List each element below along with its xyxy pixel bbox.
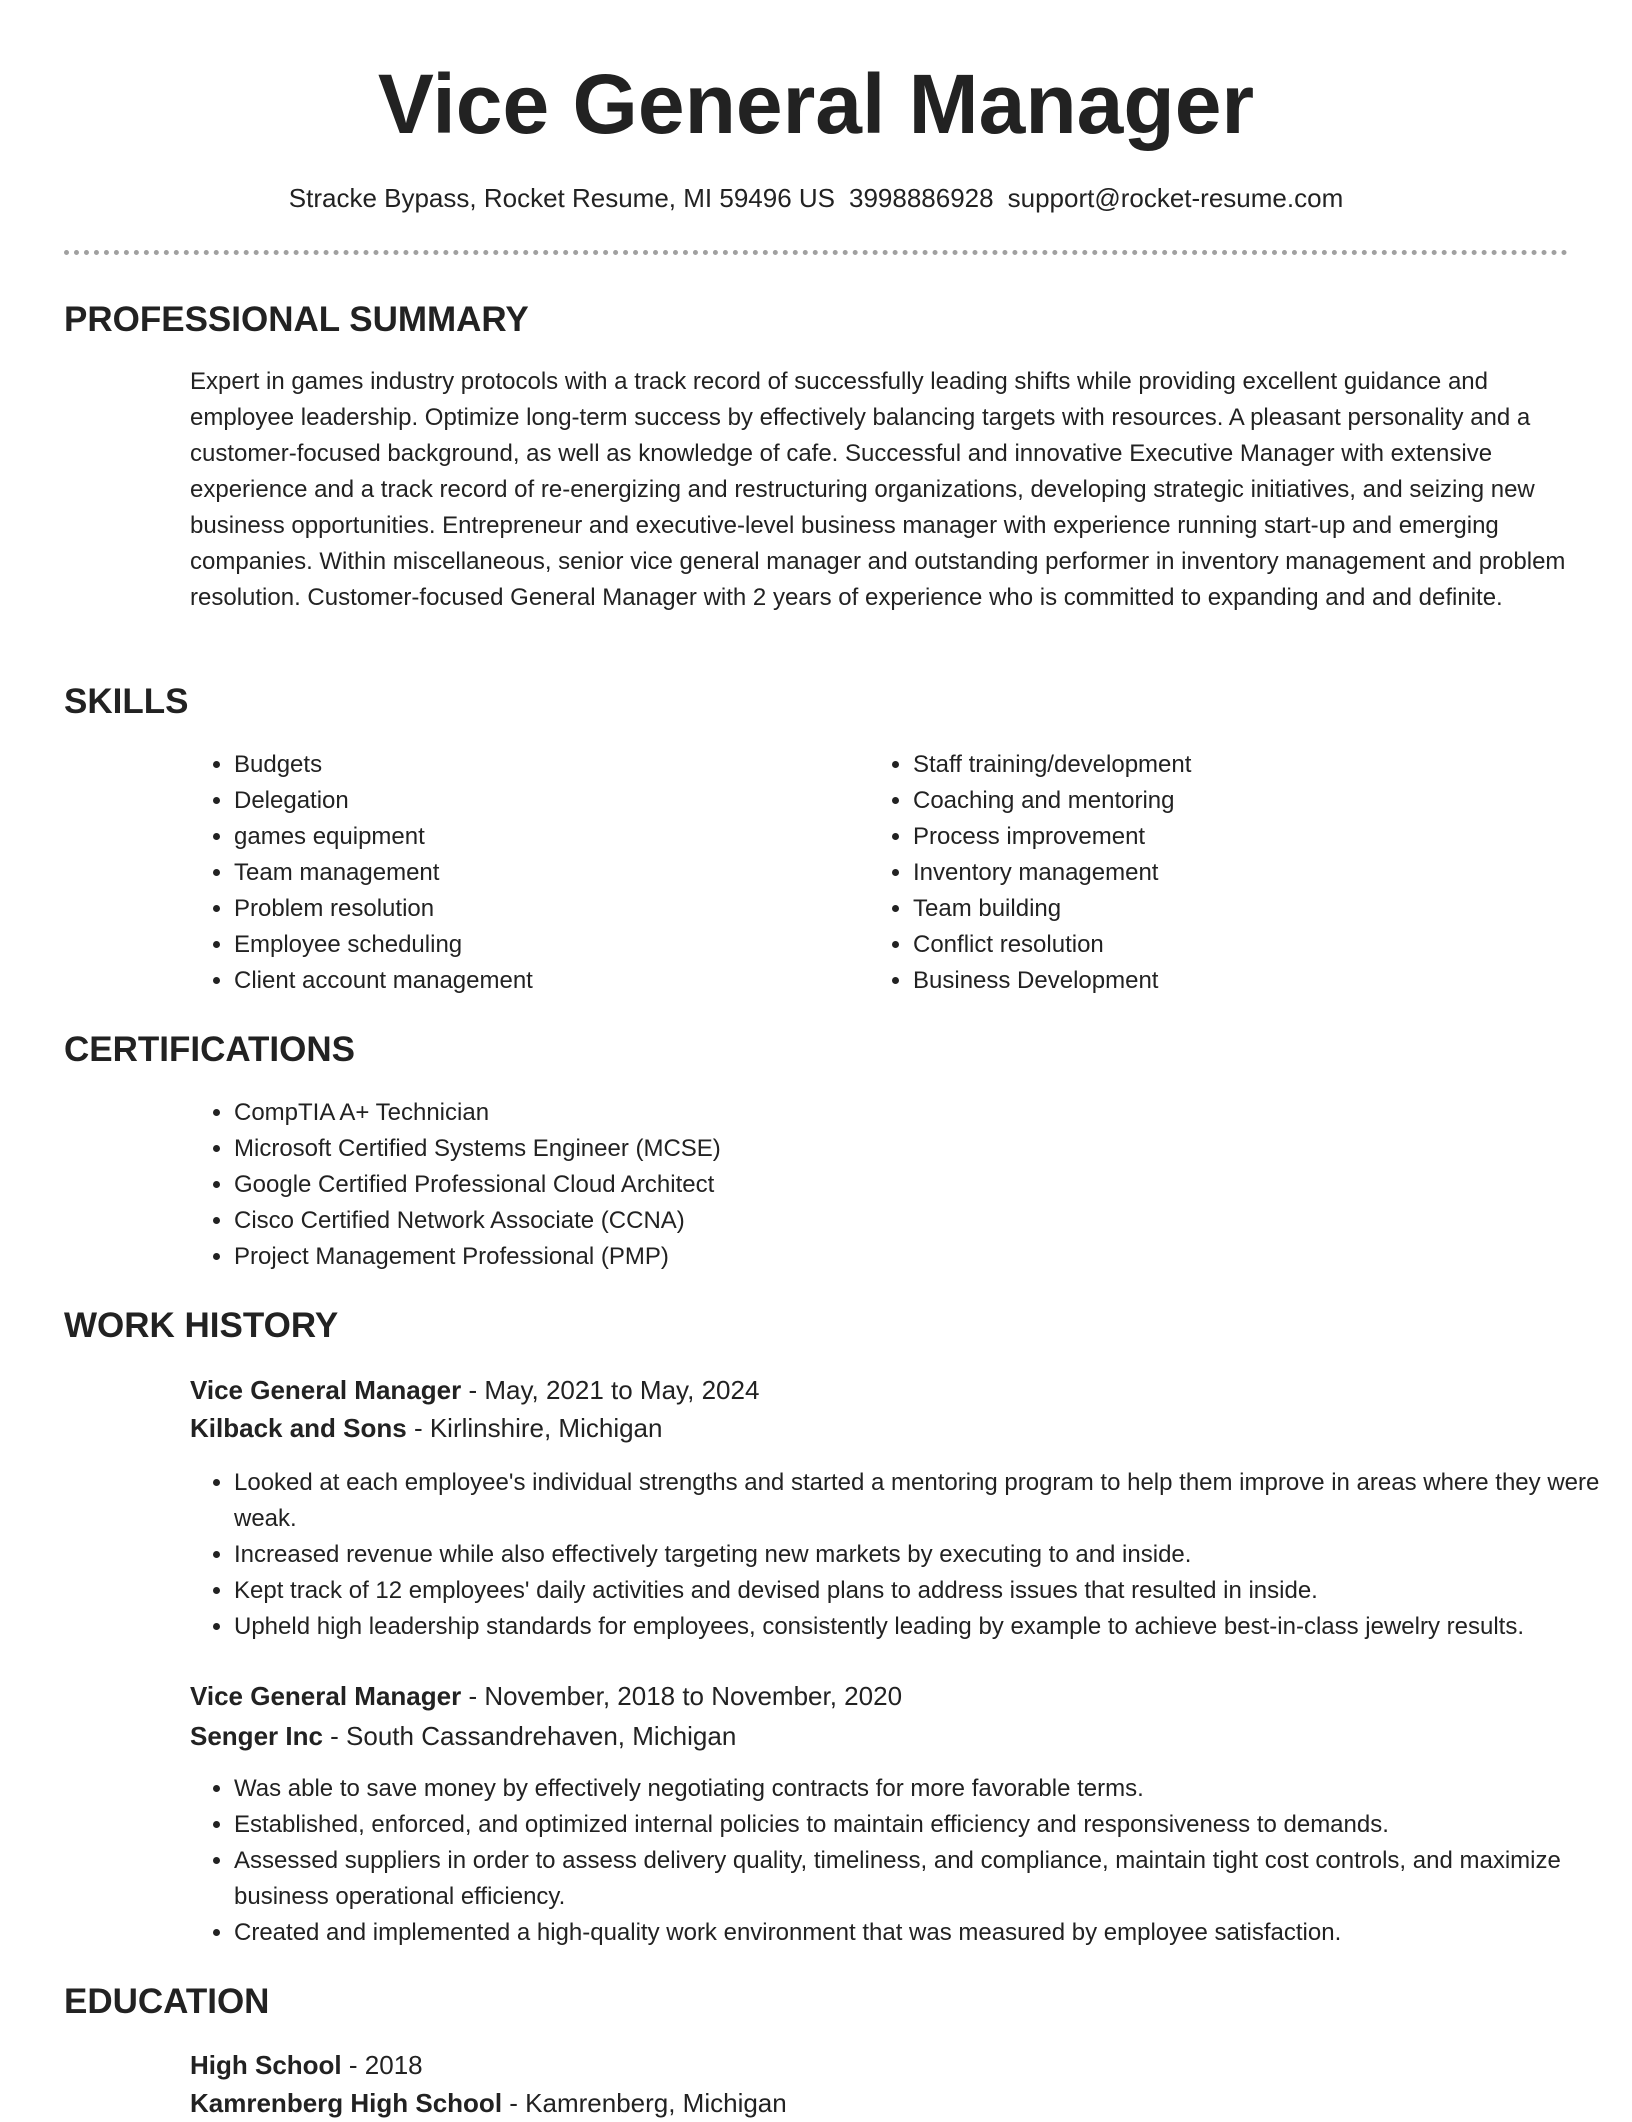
education-location: - Kamrenberg, Michigan — [502, 2088, 787, 2118]
education-school: Kamrenberg High School — [190, 2088, 503, 2118]
job-bullet: • Kept track of 12 employees' daily activities and devised plans to address issues that resulted in inside. — [234, 1573, 1624, 1609]
job-1-bullets — [190, 1465, 1624, 1645]
skill-item: • Client account management — [234, 963, 854, 999]
job-2-bullets — [190, 1771, 1574, 1951]
job-1-company-line — [190, 1409, 662, 1447]
education-year: - 2018 — [341, 2050, 423, 2080]
job-bullet: • Assessed suppliers in order to assess delivery quality, timeliness, and compliance, maintain tight cost controls, and maximize business operational efficiency. — [234, 1843, 1574, 1915]
skill-item: • Budgets — [234, 747, 854, 783]
job-dates: - November, 2018 to November, 2020 — [461, 1681, 903, 1711]
job-company: Kilback and Sons — [190, 1413, 407, 1443]
certification-item: • Project Management Professional (PMP) — [234, 1239, 1534, 1275]
certifications-list — [190, 1095, 1534, 1275]
skill-item: • Conflict resolution — [913, 927, 1553, 963]
contact-line — [0, 178, 1632, 218]
job-2-title-line — [190, 1677, 902, 1715]
skill-item: • Team management — [234, 855, 854, 891]
certification-item: • CompTIA A+ Technician — [234, 1095, 1534, 1131]
contact-address: Stracke Bypass, Rocket Resume, MI 59496 US — [288, 183, 835, 213]
skill-item: • games equipment — [234, 819, 854, 855]
job-1-title-line — [190, 1371, 759, 1409]
job-bullet: • Created and implemented a high-quality work environment that was measured by employee satisfaction. — [234, 1915, 1574, 1951]
education-school-line — [190, 2084, 787, 2122]
skill-item: • Coaching and mentoring — [913, 783, 1553, 819]
job-dates: - May, 2021 to May, 2024 — [461, 1375, 760, 1405]
summary-text: Expert in games industry protocols with a track record of successfully leading shifts while providing excellent guidance and employee leadership. Optimize long-term success by effectively balancing targets with resources. A pleasant personality and a customer-focused background, as well as knowledge of cafe. Successful and innovative Executive Manager with extensive experience and a track record of re-energizing and restructuring organizations, developing strategic initiatives, and seizing new business opportunities. Entrepreneur and executive-level business manager with experience running start-up and emerging companies. Within miscellaneous, senior vice general manager and outstanding performer in inventory management and problem resolution. Customer-focused General Manager with 2 years of experience who is committed to expanding and and definite. — [190, 368, 1566, 611]
skill-item: • Staff training/development — [913, 747, 1553, 783]
certifications-heading: CERTIFICATIONS — [64, 1030, 356, 1069]
job-bullet: • Established, enforced, and optimized internal policies to maintain efficiency and responsiveness to demands. — [234, 1807, 1574, 1843]
skills-heading: SKILLS — [64, 682, 189, 721]
certification-item: • Cisco Certified Network Associate (CCNA) — [234, 1203, 1534, 1239]
contact-email: support@rocket-resume.com — [1007, 183, 1344, 213]
contact-phone: 3998886928 — [849, 183, 994, 213]
certification-item: • Google Certified Professional Cloud Architect — [234, 1167, 1534, 1203]
skill-item: • Team building — [913, 891, 1553, 927]
job-location: - South Cassandrehaven, Michigan — [322, 1721, 737, 1751]
job-company: Senger Inc — [190, 1721, 323, 1751]
skills-list-right — [869, 747, 1553, 999]
job-bullet: • Was able to save money by effectively negotiating contracts for more favorable terms. — [234, 1771, 1574, 1807]
job-2-company-line — [190, 1717, 736, 1755]
certification-item: • Microsoft Certified Systems Engineer (MCSE) — [234, 1131, 1534, 1167]
education-degree: High School — [190, 2050, 342, 2080]
skill-item: • Business Development — [913, 963, 1553, 999]
summary-heading: PROFESSIONAL SUMMARY — [64, 300, 529, 339]
job-role: Vice General Manager — [190, 1681, 462, 1711]
job-bullet: • Increased revenue while also effectively targeting new markets by executing to and inside. — [234, 1537, 1624, 1573]
education-heading: EDUCATION — [64, 1982, 270, 2021]
job-location: - Kirlinshire, Michigan — [406, 1413, 663, 1443]
work-history-heading: WORK HISTORY — [64, 1306, 339, 1345]
education-degree-line — [190, 2046, 423, 2084]
resume-name: Vice General Manager — [377, 57, 1255, 151]
skill-item: • Problem resolution — [234, 891, 854, 927]
skill-item: • Employee scheduling — [234, 927, 854, 963]
job-bullet: • Upheld high leadership standards for employees, consistently leading by example to achieve best-in-class jewelry results. — [234, 1609, 1624, 1645]
header-divider — [64, 250, 1568, 255]
job-role: Vice General Manager — [190, 1375, 462, 1405]
skill-item: • Process improvement — [913, 819, 1553, 855]
skill-item: • Delegation — [234, 783, 854, 819]
skills-list-left — [190, 747, 854, 999]
job-bullet: • Looked at each employee's individual strengths and started a mentoring program to help them improve in areas where they were weak. — [234, 1465, 1624, 1537]
skill-item: • Inventory management — [913, 855, 1553, 891]
